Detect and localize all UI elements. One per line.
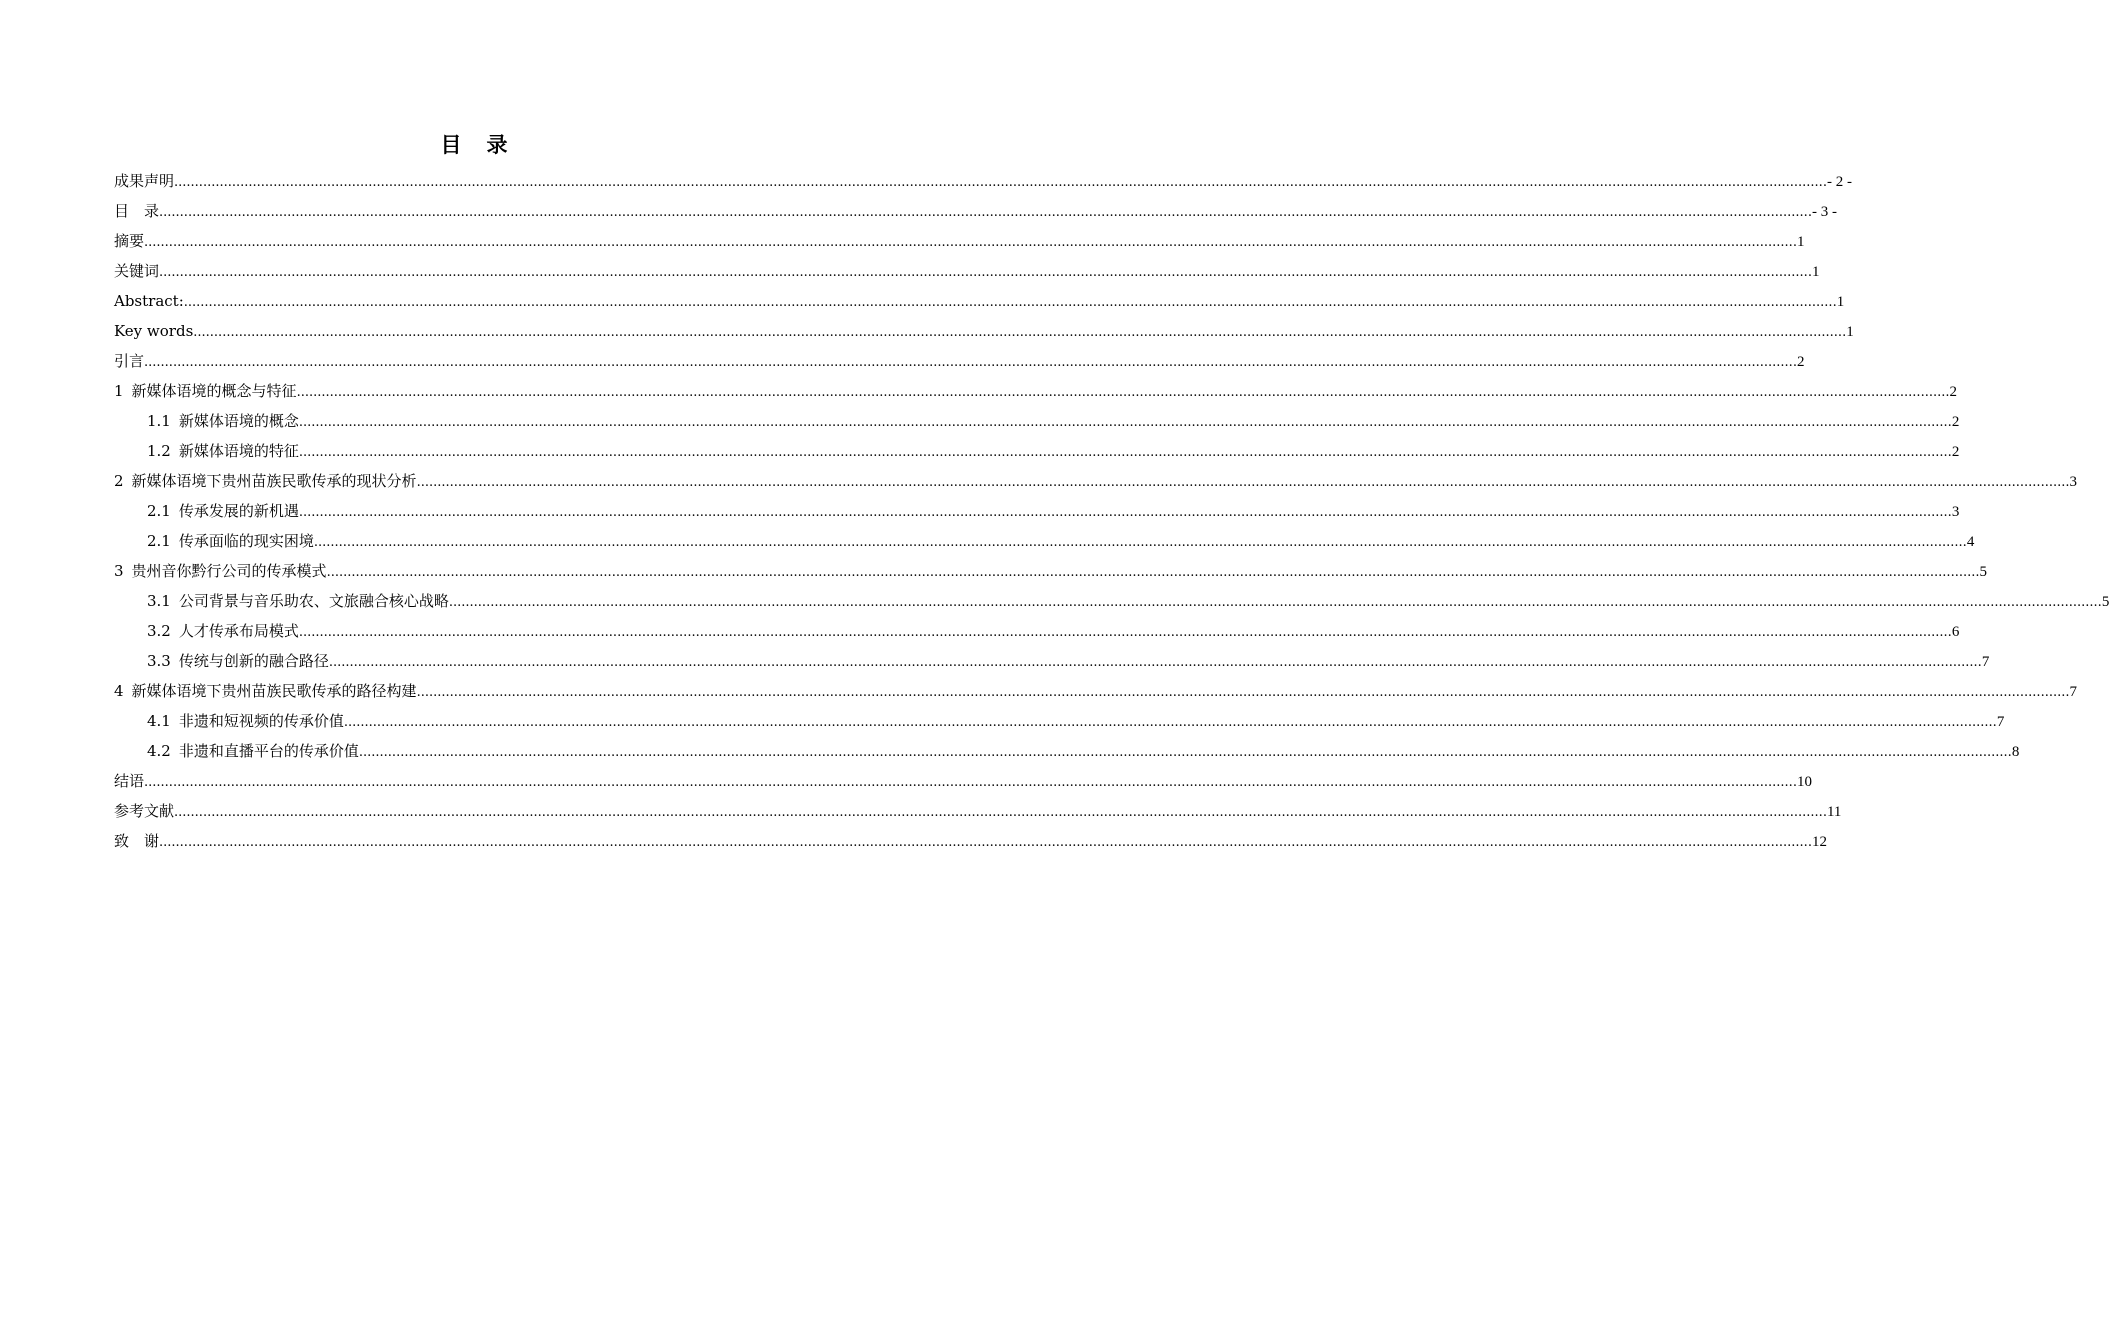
toc-entry-text: 传统与创新的融合路径 — [178, 652, 329, 670]
toc-entry[interactable] — [114, 226, 1805, 256]
dot-leader: ................................................................................................................................................................................................................................................................................................................................................................................................................ — [159, 835, 1812, 850]
toc-entry-label — [147, 706, 344, 736]
toc-entry-number: 2.1 — [147, 532, 171, 550]
toc-entry-text: Abstract: — [114, 292, 184, 310]
dot-leader: ................................................................................................................................................................................................................................................................................................................................................................................................................ — [298, 625, 1952, 640]
toc-entry-label — [114, 286, 184, 316]
toc-entry-label — [147, 496, 299, 526]
dot-leader: ................................................................................................................................................................................................................................................................................................................................................................................................................ — [448, 595, 2102, 610]
toc-entry-label — [114, 676, 417, 706]
toc-entry-text: 引言 — [114, 352, 145, 370]
toc-page-number: 2 — [1796, 354, 1805, 370]
dot-leader: ................................................................................................................................................................................................................................................................................................................................................................................................................ — [174, 805, 1827, 820]
toc-entry-text: 传承面临的现实困境 — [178, 532, 314, 550]
toc-page-number: 2 — [1949, 384, 1957, 400]
dot-leader: ................................................................................................................................................................................................................................................................................................................................................................................................................ — [358, 745, 2012, 760]
dot-leader: ................................................................................................................................................................................................................................................................................................................................................................................................................ — [174, 175, 1827, 190]
toc-entry-number: 3.2 — [147, 622, 171, 640]
toc-entry-label — [114, 346, 144, 376]
toc-page-number: 1 — [1836, 294, 1845, 310]
dot-leader: ................................................................................................................................................................................................................................................................................................................................................................................................................ — [298, 445, 1952, 460]
toc-entry-text: 摘要 — [114, 232, 145, 250]
toc-entry[interactable] — [114, 526, 1975, 556]
toc-entry-label — [147, 526, 314, 556]
toc-page-number: 7 — [1981, 654, 1990, 670]
toc-entry-text: 新媒体语境的概念与特征 — [131, 382, 297, 400]
toc-page-number: 10 — [1796, 774, 1812, 790]
dot-leader: ................................................................................................................................................................................................................................................................................................................................................................................................................ — [416, 685, 2070, 700]
dot-leader: ................................................................................................................................................................................................................................................................................................................................................................................................................ — [416, 475, 2070, 490]
toc-entry-label — [114, 226, 144, 256]
toc-entry-number: 3 — [114, 562, 124, 580]
toc-entry[interactable] — [114, 766, 1812, 796]
toc-page-number: 2 — [1951, 414, 1960, 430]
toc-page-number: 1 — [1796, 234, 1805, 250]
toc-entry-text: 参考文献 — [114, 802, 175, 820]
toc-entry[interactable] — [114, 796, 1842, 826]
toc-entry[interactable] — [114, 466, 2077, 496]
dot-leader: ................................................................................................................................................................................................................................................................................................................................................................................................................ — [144, 775, 1797, 790]
dot-leader: ................................................................................................................................................................................................................................................................................................................................................................................................................ — [298, 415, 1952, 430]
toc-entry-number: 1.1 — [147, 412, 171, 430]
toc-page-number: 8 — [2011, 744, 2020, 760]
page-title: 目 录 — [440, 133, 510, 157]
toc-entry-text: 目 录 — [114, 202, 160, 220]
toc-entry[interactable] — [114, 496, 1960, 526]
toc-entry[interactable] — [114, 736, 2020, 766]
toc-entry-number: 4 — [114, 682, 124, 700]
toc-entry-label — [147, 736, 359, 766]
dot-leader: ................................................................................................................................................................................................................................................................................................................................................................................................................ — [193, 325, 1847, 340]
toc-page-number: 1 — [1846, 324, 1854, 340]
toc-entry-label — [114, 766, 144, 796]
toc-entry-text: 新媒体语境的特征 — [178, 442, 299, 460]
dot-leader: ................................................................................................................................................................................................................................................................................................................................................................................................................ — [343, 715, 1997, 730]
toc-entry[interactable] — [114, 586, 2109, 616]
toc-page-number: 7 — [1996, 714, 2005, 730]
toc-page-number: 11 — [1826, 804, 1842, 820]
toc-entry-number: 2 — [114, 472, 124, 490]
dot-leader: ................................................................................................................................................................................................................................................................................................................................................................................................................ — [296, 385, 1950, 400]
toc-page-number: 12 — [1811, 834, 1827, 850]
toc-entry-number: 4.1 — [147, 712, 171, 730]
dot-leader: ................................................................................................................................................................................................................................................................................................................................................................................................................ — [313, 535, 1967, 550]
toc-entry-text: 贵州音你黔行公司的传承模式 — [131, 562, 327, 580]
toc-entry-label — [114, 256, 159, 286]
toc-entry-label — [147, 616, 299, 646]
toc-entry-number: 1.2 — [147, 442, 171, 460]
toc-entry-text: 新媒体语境下贵州苗族民歌传承的路径构建 — [131, 682, 417, 700]
toc-entry-text: 关键词 — [114, 262, 160, 280]
toc-page-number: 5 — [1979, 564, 1987, 580]
toc-page-number: 1 — [1811, 264, 1820, 280]
toc-entry[interactable] — [114, 166, 1852, 196]
toc-entry-text: 非遗和短视频的传承价值 — [178, 712, 344, 730]
toc-entry-label — [114, 826, 159, 856]
toc-page-number: 3 — [1951, 504, 1960, 520]
toc-page-number: 6 — [1951, 624, 1960, 640]
toc-entry-text: 公司背景与音乐助农、文旅融合核心战略 — [178, 592, 449, 610]
toc-entry[interactable] — [114, 196, 1837, 226]
toc-entry[interactable] — [114, 676, 2077, 706]
dot-leader: ................................................................................................................................................................................................................................................................................................................................................................................................................ — [298, 505, 1952, 520]
toc-entry[interactable] — [114, 316, 1854, 346]
toc-entry-text: Key words — [114, 322, 194, 340]
toc-entry[interactable] — [114, 616, 1960, 646]
toc-page-number: 4 — [1966, 534, 1975, 550]
toc-page-number: 2 — [1951, 444, 1960, 460]
toc-entry-label — [114, 796, 174, 826]
toc-page-number: 3 — [2069, 474, 2077, 490]
toc-entry[interactable] — [114, 346, 1805, 376]
toc-entry[interactable] — [114, 376, 1957, 406]
toc-entry[interactable] — [114, 286, 1845, 316]
toc-entry[interactable] — [114, 646, 1990, 676]
dot-leader: ................................................................................................................................................................................................................................................................................................................................................................................................................ — [183, 295, 1837, 310]
toc-entry[interactable] — [114, 406, 1960, 436]
toc-entry-text: 新媒体语境下贵州苗族民歌传承的现状分析 — [131, 472, 417, 490]
toc-entry[interactable] — [114, 256, 1820, 286]
toc-entry-text: 传承发展的新机遇 — [178, 502, 299, 520]
toc-entry[interactable] — [114, 826, 1827, 856]
toc-page-number: 7 — [2069, 684, 2077, 700]
toc-entry-text: 新媒体语境的概念 — [178, 412, 299, 430]
toc-page-number: - 2 - — [1826, 174, 1852, 190]
toc-entry-number: 3.3 — [147, 652, 171, 670]
toc-entry-text: 人才传承布局模式 — [178, 622, 299, 640]
toc-entry-number: 1 — [114, 382, 124, 400]
toc-entry-text: 结语 — [114, 772, 145, 790]
dot-leader: ................................................................................................................................................................................................................................................................................................................................................................................................................ — [144, 355, 1797, 370]
toc-entry-label — [114, 556, 327, 586]
toc-entry-label — [147, 436, 299, 466]
toc-entry-label — [114, 196, 159, 226]
dot-leader: ................................................................................................................................................................................................................................................................................................................................................................................................................ — [144, 235, 1797, 250]
toc-entry[interactable] — [114, 436, 1960, 466]
toc-entry-text: 成果声明 — [114, 172, 175, 190]
toc-entry-label — [114, 316, 193, 346]
toc-page-number: - 3 - — [1811, 204, 1837, 220]
toc-entry[interactable] — [114, 706, 2005, 736]
toc-entry[interactable] — [114, 556, 1987, 586]
toc-entry-label — [147, 406, 299, 436]
toc-entry-label — [147, 646, 329, 676]
table-of-contents — [114, 166, 2109, 856]
toc-entry-number: 2.1 — [147, 502, 171, 520]
toc-entry-label — [114, 166, 174, 196]
dot-leader: ................................................................................................................................................................................................................................................................................................................................................................................................................ — [328, 655, 1982, 670]
toc-entry-label — [114, 466, 417, 496]
toc-page-number: 5 — [2101, 594, 2109, 610]
toc-entry-label — [114, 376, 297, 406]
dot-leader: ................................................................................................................................................................................................................................................................................................................................................................................................................ — [326, 565, 1980, 580]
dot-leader: ................................................................................................................................................................................................................................................................................................................................................................................................................ — [159, 205, 1812, 220]
toc-entry-text: 致 谢 — [114, 832, 160, 850]
toc-entry-number: 3.1 — [147, 592, 171, 610]
toc-entry-text: 非遗和直播平台的传承价值 — [178, 742, 359, 760]
toc-entry-number: 4.2 — [147, 742, 171, 760]
toc-entry-label — [147, 586, 449, 616]
dot-leader: ................................................................................................................................................................................................................................................................................................................................................................................................................ — [159, 265, 1812, 280]
